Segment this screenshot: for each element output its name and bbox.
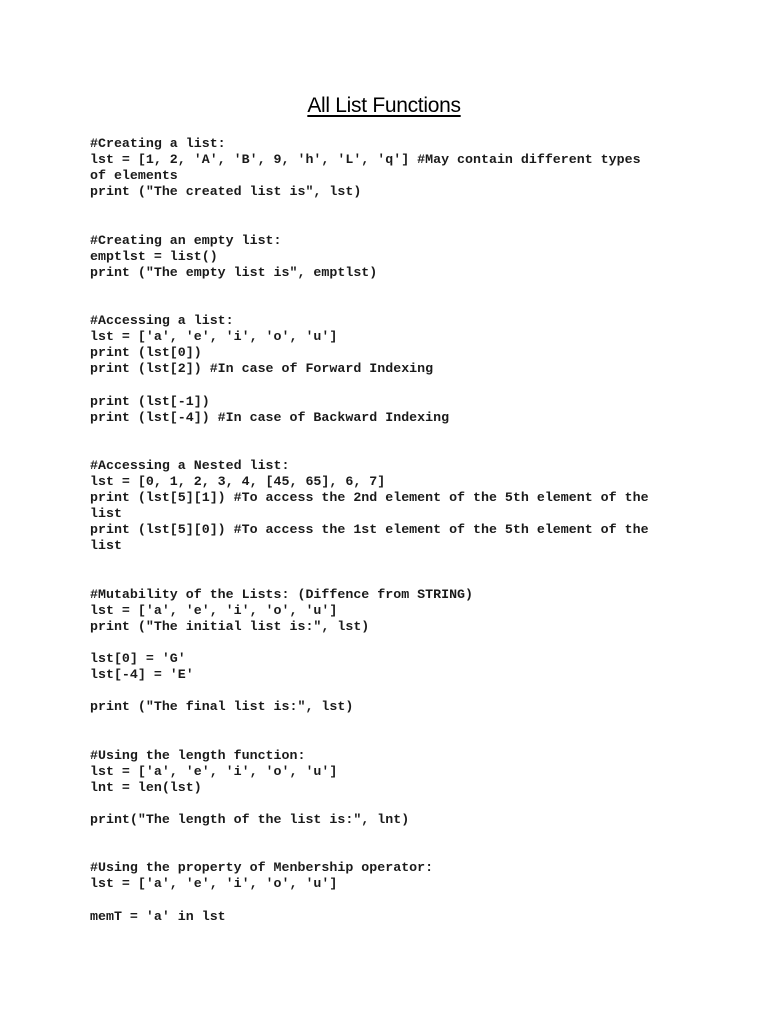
code-line [90,571,680,587]
code-line: print (lst[-4]) #In case of Backward Indexing [90,409,450,425]
code-line: print ("The empty list is", emptlst) [90,264,378,280]
code-line [90,828,680,844]
code-comment-line: #Accessing a Nested list: [90,457,290,473]
code-line: lst = [1, 2, 'A', 'B', 9, 'h', 'L', 'q'] #May contain different types [90,152,641,168]
code-comment-line: #Using the property of Menbership operator: [90,860,434,876]
code-line: print (lst[2]) #In case of Forward Indexing [90,361,434,377]
code-line: lst = [0, 1, 2, 3, 4, [45, 65], 6, 7] [90,473,386,489]
code-line: lst[-4] = 'E' [90,667,194,683]
code-line [90,297,680,313]
code-line [90,715,680,731]
code-line: print ("The final list is:", lst) [90,699,354,715]
code-comment-line: #Mutability of the Lists: (Diffence from STRING) [90,586,474,602]
code-line [90,200,680,216]
code-line: lst = ['a', 'e', 'i', 'o', 'u'] [90,329,338,345]
code-line: print (lst[5][1]) #To access the 2nd element of the 5th element of the [90,490,649,506]
code-line: print ("The created list is", lst) [90,184,362,200]
code-line: emptlst = list() [90,248,218,264]
code-line: lst = ['a', 'e', 'i', 'o', 'u'] [90,602,338,618]
code-line [90,731,680,747]
code-block [90,136,680,925]
code-line: print (lst[-1]) [90,393,210,409]
code-comment-line: #Creating an empty list: [90,232,282,248]
code-line: lst = ['a', 'e', 'i', 'o', 'u'] [90,763,338,779]
code-line [90,216,680,232]
code-line: print (lst[0]) [90,345,202,361]
code-comment-line: #Accessing a list: [90,313,234,329]
code-line [90,281,680,297]
code-line [90,442,680,458]
code-line [90,554,680,570]
document-title: All List Functions [307,94,461,117]
code-line [90,635,680,651]
code-line: print (lst[5][0]) #To access the 1st element of the 5th element of the [90,522,649,538]
code-line: list [90,538,122,554]
code-line [90,683,680,699]
code-line: list [90,506,122,522]
code-line: memT = 'a' in lst [90,908,226,924]
code-comment-line: #Creating a list: [90,136,226,151]
code-line: lst[0] = 'G' [90,651,186,666]
code-line [90,796,680,812]
code-line: print ("The initial list is:", lst) [90,618,370,634]
code-line: of elements [90,168,178,184]
code-comment-line: #Using the length function: [90,747,306,763]
code-line: lnt = len(lst) [90,779,202,795]
code-line [90,844,680,860]
code-line: lst = ['a', 'e', 'i', 'o', 'u'] [90,876,338,892]
code-line [90,377,680,393]
code-line: print("The length of the list is:", lnt) [90,811,410,827]
code-line [90,426,680,442]
code-line [90,892,680,908]
